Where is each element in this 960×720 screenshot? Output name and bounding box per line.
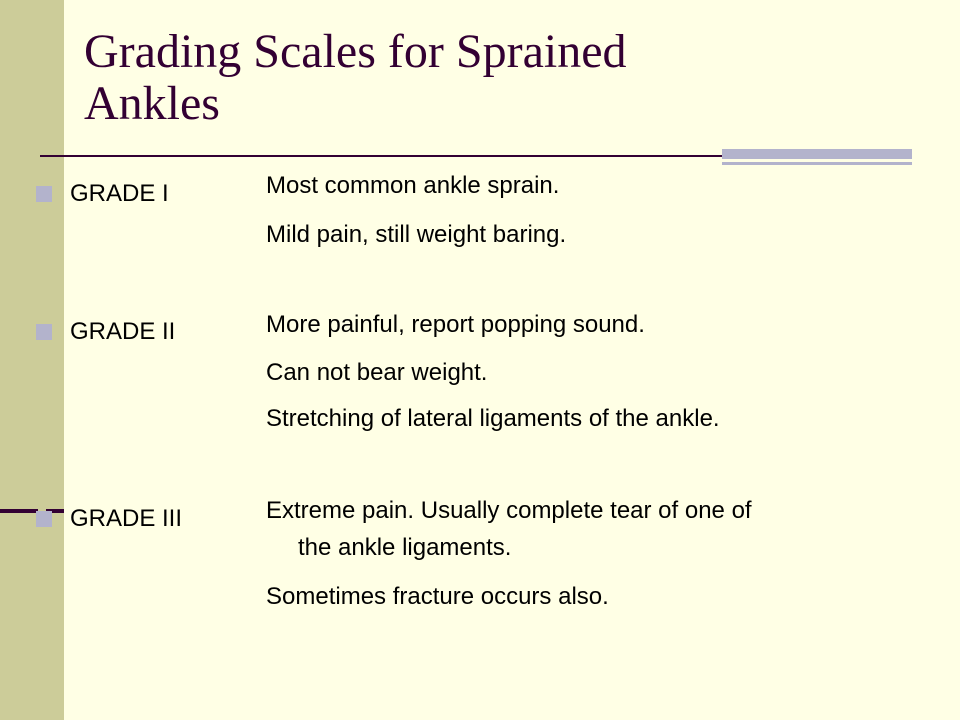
square-bullet-icon [36, 186, 52, 202]
side-bar-decoration [0, 0, 64, 720]
side-accent-dash [0, 509, 38, 513]
grade-1-line-2: Mild pain, still weight baring. [266, 221, 567, 248]
grade-1-item [36, 180, 169, 208]
grade-2-line-3: Stretching of lateral ligaments of the ankle. [266, 405, 720, 432]
grade-2-line-1: More painful, report popping sound. [266, 311, 645, 338]
title-line-1: Grading Scales for Sprained [84, 25, 627, 78]
square-bullet-icon [36, 324, 52, 340]
grade-3-line-1: Extreme pain. Usually complete tear of one of [266, 497, 752, 524]
grade-2-item [36, 318, 175, 346]
square-bullet-icon [36, 511, 52, 527]
grade-2-line-2: Can not bear weight. [266, 359, 488, 386]
title-divider-accent [722, 149, 912, 159]
grade-1-label: GRADE I [70, 180, 169, 207]
title-line-2: Ankles [84, 77, 220, 130]
grade-1-line-1: Most common ankle sprain. [266, 172, 560, 199]
grade-3-item [36, 505, 182, 533]
grade-3-line-3: Sometimes fracture occurs also. [266, 583, 609, 610]
title-divider-accent-thin [722, 162, 912, 165]
grade-3-line-2: the ankle ligaments. [298, 534, 512, 561]
grade-3-label: GRADE III [70, 505, 183, 532]
grade-2-label: GRADE II [70, 318, 176, 345]
slide-title [84, 26, 904, 130]
